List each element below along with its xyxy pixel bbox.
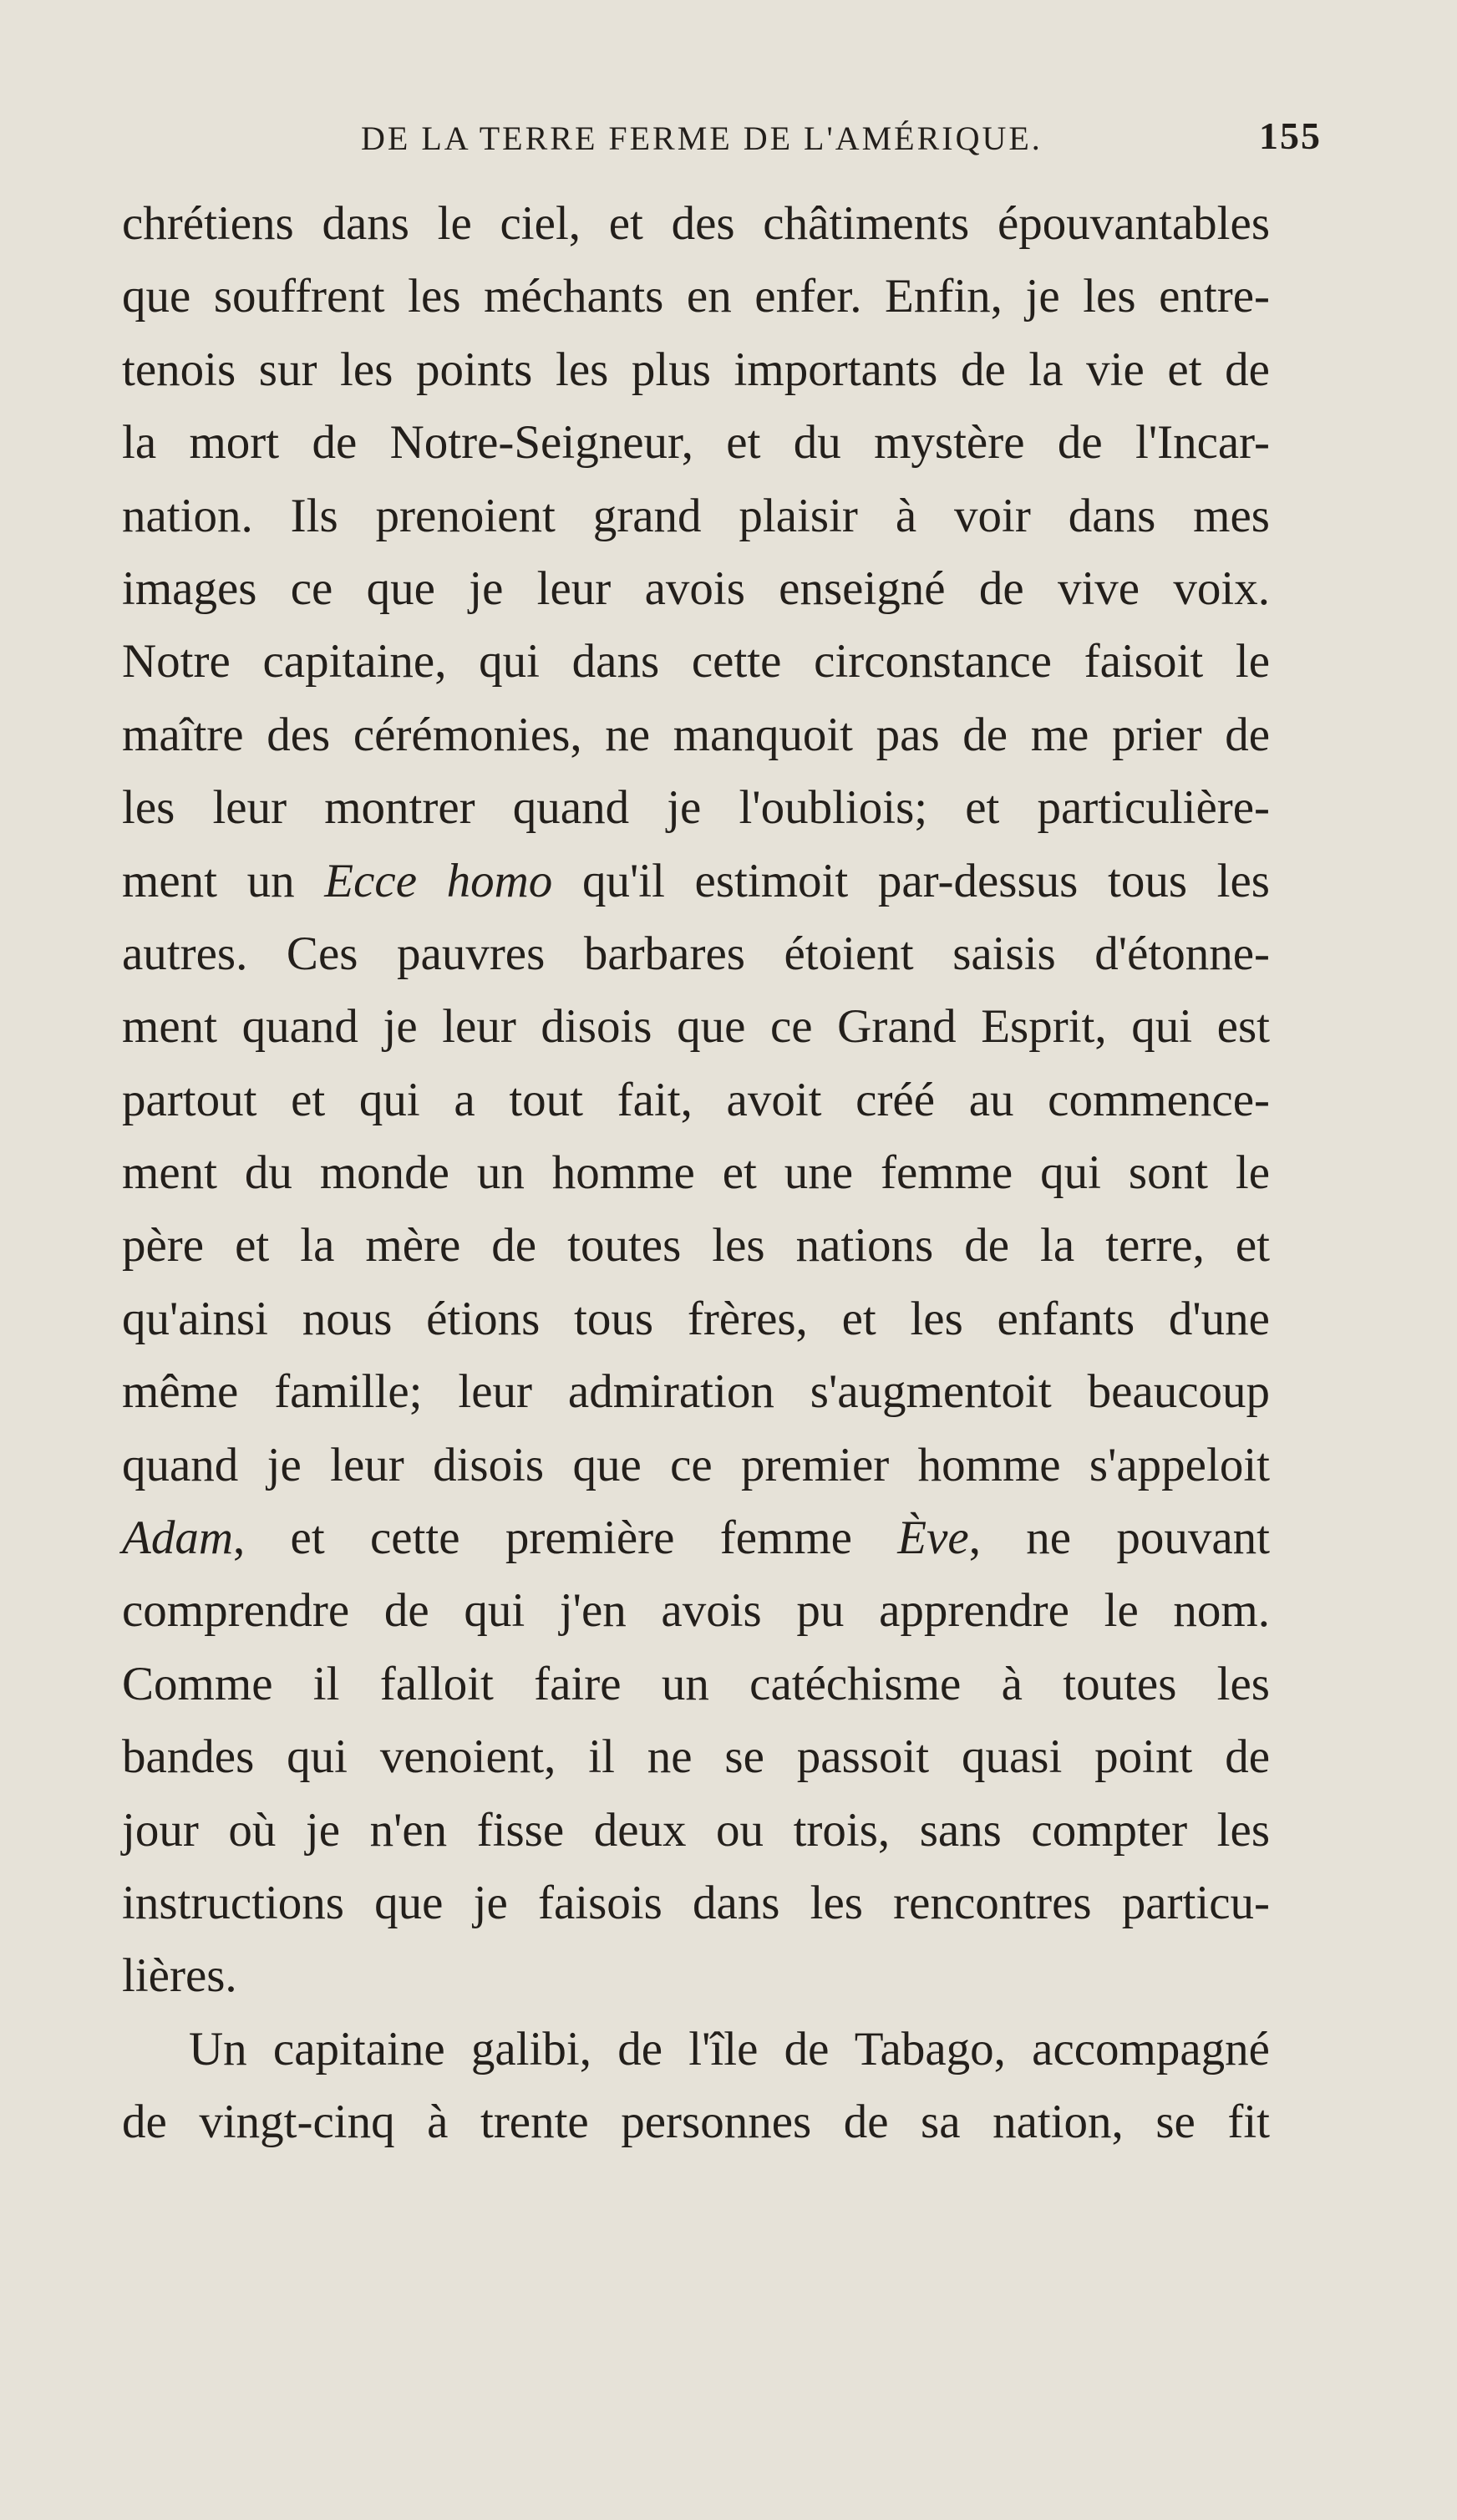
text-segment: qu'il estimoit par-dessus tous les <box>552 854 1270 907</box>
page-number: 155 <box>1259 114 1322 157</box>
text-line: maître des cérémonies, ne manquoit pas de me prier de <box>122 708 1270 761</box>
text-line: ment du monde un homme et une femme qui sont le <box>122 1146 1270 1200</box>
text-segment: , ne pouvant <box>968 1511 1271 1565</box>
text-line: Comme il falloit faire un catéchisme à toutes les <box>122 1657 1270 1710</box>
text-line: nation. Ils prenoient grand plaisir à voir dans mes <box>122 489 1270 542</box>
text-line: les leur montrer quand je l'oubliois; et particulière- <box>122 781 1270 835</box>
text-line: Notre capitaine, qui dans cette circonstance faisoit le <box>122 635 1270 688</box>
text-line: partout et qui a tout fait, avoit créé au commence- <box>122 1073 1270 1126</box>
text-line: chrétiens dans le ciel, et des châtiments épouvantables <box>122 197 1270 250</box>
text-line: jour où je n'en fisse deux ou trois, sans compter les <box>122 1803 1270 1857</box>
text-line: instructions que je faisois dans les rencontres particu- <box>122 1876 1270 1929</box>
italic-name: Adam <box>122 1511 233 1565</box>
text-line: tenois sur les points les plus importants de la vie et de <box>122 343 1270 396</box>
text-line: bandes qui venoient, il ne se passoit quasi point de <box>122 1730 1270 1784</box>
text-line: comprendre de qui j'en avois pu apprendre le nom. <box>122 1584 1270 1638</box>
text-line: même famille; leur admiration s'augmentoit beaucoup <box>122 1365 1270 1419</box>
text-segment: ment un <box>122 854 325 907</box>
text-line <box>122 1501 1270 1574</box>
text-line <box>122 845 1270 917</box>
italic-name: Ève <box>897 1511 969 1565</box>
running-title: DE LA TERRE FERME DE L'AMÉRIQUE. <box>361 119 1043 157</box>
text-line: la mort de Notre-Seigneur, et du mystère de l'Incar- <box>122 416 1270 470</box>
text-line: de vingt-cinq à trente personnes de sa nation, se fit <box>122 2096 1270 2149</box>
text-line: que souffrent les méchants en enfer. Enfin, je les entre- <box>122 270 1270 323</box>
paragraph-first-line: Un capitaine galibi, de l'île de Tabago, accompagné <box>189 2022 1270 2075</box>
italic-phrase: Ecce homo <box>324 854 553 907</box>
text-line: quand je leur disois que ce premier homme s'appeloit <box>122 1438 1270 1491</box>
text-line: lières. <box>122 1949 237 2003</box>
body-text <box>122 187 1270 2159</box>
text-line: autres. Ces pauvres barbares étoient saisis d'étonne- <box>122 927 1270 980</box>
text-line: père et la mère de toutes les nations de la terre, et <box>122 1219 1270 1273</box>
text-segment: , et cette première femme <box>232 1511 898 1565</box>
text-line: images ce que je leur avois enseigné de vive voix. <box>122 561 1270 615</box>
text-line: ment quand je leur disois que ce Grand Esprit, qui est <box>122 1000 1270 1054</box>
running-header <box>361 114 1322 158</box>
text-line: qu'ainsi nous étions tous frères, et les enfants d'une <box>122 1292 1270 1345</box>
